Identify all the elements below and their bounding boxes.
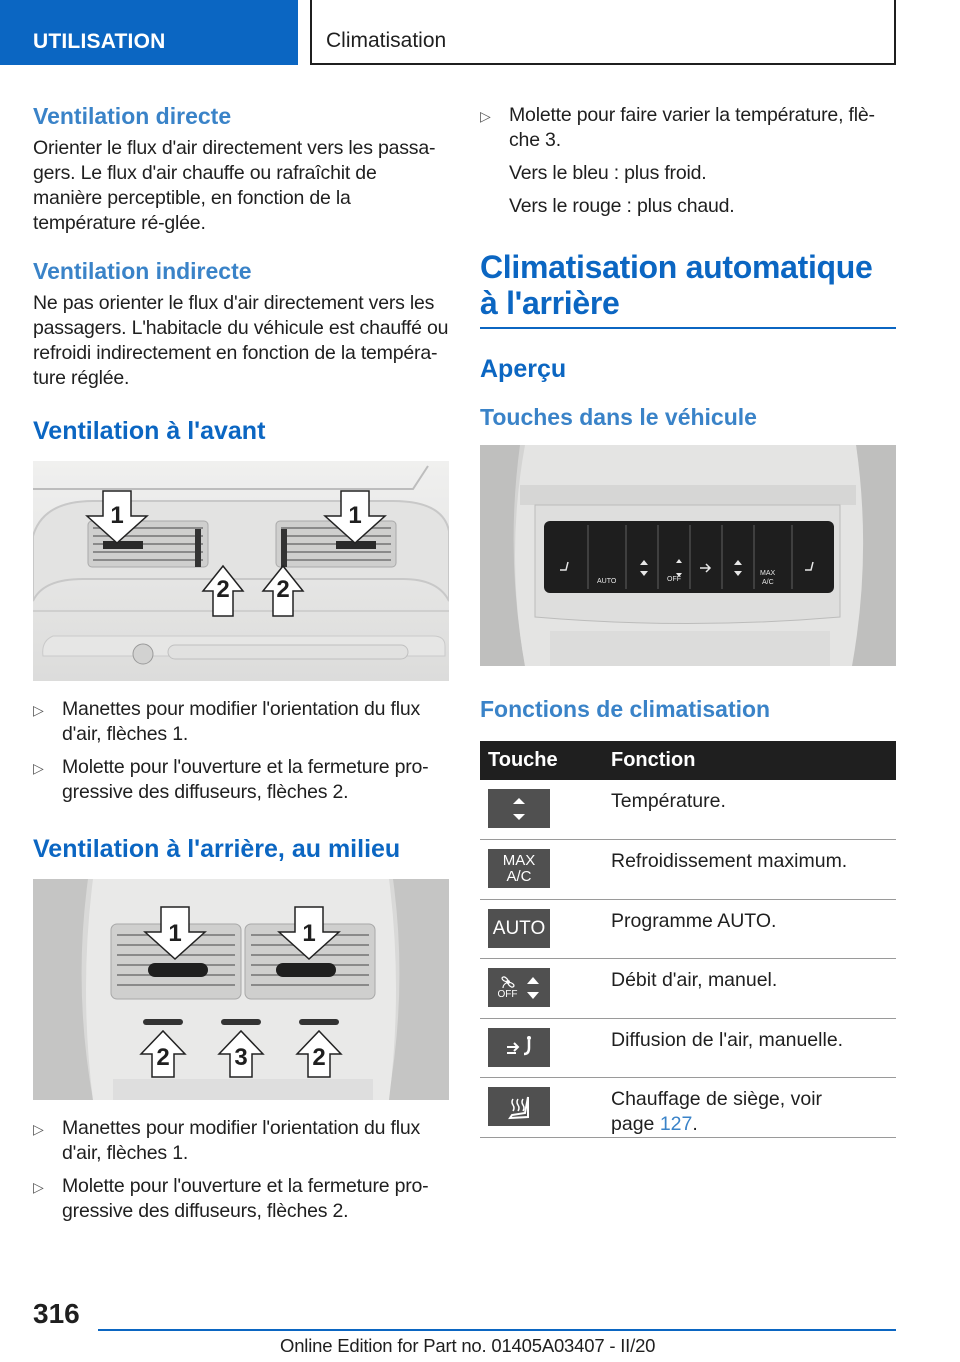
footer-edition: Online Edition for Part no. 01405A03407 - II/20: [280, 1335, 656, 1356]
fan-off-key-text: OFF: [497, 989, 518, 1000]
auto-key-text: AUTO: [492, 917, 546, 939]
front-vents-image: [33, 461, 449, 681]
front-bullets: [33, 697, 449, 805]
heading-ventilation-directe: Ventilation directe: [33, 103, 232, 129]
main-title: Climatisation automatique à l'arrière: [480, 249, 873, 321]
col-header-touche: Touche: [480, 741, 601, 780]
bullet-text: Manettes pour modifier l'orientation du flux d'air, flèches 1.: [62, 1117, 421, 1164]
list-item: [33, 1116, 449, 1166]
page-suffix: .: [692, 1113, 698, 1135]
function-text: Température.: [601, 780, 896, 840]
triangle-bullet-icon: ▷: [33, 702, 44, 718]
left-column: [33, 103, 449, 1224]
section-tab: [0, 0, 298, 65]
rear-vents-image: [33, 879, 449, 1100]
panel-off-label: OFF: [667, 576, 681, 583]
rear-bullets: [33, 1116, 449, 1224]
footer-rule: [98, 1329, 896, 1331]
right-column: [480, 103, 896, 1138]
front-label-1b: 1: [348, 502, 362, 529]
bullet-text: Manettes pour modifier l'orientation du flux d'air, flèches 1.: [62, 698, 421, 745]
fan-off-icon: [488, 968, 550, 1007]
table-row: [480, 959, 896, 1019]
function-text: Débit d'air, manuel.: [601, 959, 896, 1019]
table-row: [480, 899, 896, 959]
functions-table: [480, 741, 896, 1138]
rear-label-2b: 2: [312, 1044, 326, 1071]
rear-label-1a: 1: [168, 920, 182, 947]
rear-label-2a: 2: [156, 1044, 170, 1071]
table-header-row: [480, 741, 896, 780]
text-blue: Vers le bleu : plus froid.: [509, 162, 707, 184]
table-row: [480, 1078, 896, 1138]
air-distribution-icon: [488, 1028, 550, 1067]
heading-touches: Touches dans le véhicule: [480, 404, 757, 430]
auto-icon: [488, 909, 550, 948]
heading-apercu: Aperçu: [480, 355, 567, 383]
text-red: Vers le rouge : plus chaud.: [509, 195, 735, 217]
bullet-text: Molette pour l'ouverture et la fermeture pro-gressive des diffuseurs, flèches 2.: [62, 1175, 429, 1222]
control-panel-image: [480, 445, 896, 666]
front-label-2a: 2: [216, 576, 230, 603]
max-ac-key-max: MAX: [502, 851, 536, 869]
front-label-1a: 1: [110, 502, 124, 529]
function-text: Diffusion de l'air, manuelle.: [601, 1018, 896, 1078]
heading-ventilation-indirecte: Ventilation indirecte: [33, 258, 252, 284]
chapter-label: Climatisation: [326, 29, 447, 52]
triangle-bullet-icon: ▷: [33, 760, 44, 776]
table-row: [480, 1018, 896, 1078]
title-rule: [480, 327, 896, 329]
function-text: Programme AUTO.: [601, 899, 896, 959]
front-label-2b: 2: [276, 576, 290, 603]
page-number: 316: [33, 1298, 80, 1329]
text-ventilation-directe: Orienter le flux d'air directement vers les passa-gers. Le flux d'air chauffe ou rafraîchit de manière perceptible, en fonction de la température ré-glée.: [33, 137, 436, 234]
max-ac-icon: [488, 849, 550, 888]
function-text: Refroidissement maximum.: [601, 840, 896, 900]
col-header-fonction: Fonction: [601, 741, 896, 780]
panel-auto-label: AUTO: [597, 578, 617, 585]
page-link[interactable]: 127: [659, 1113, 693, 1135]
seat-heating-icon: [488, 1087, 550, 1126]
page-prefix: page: [611, 1113, 655, 1135]
table-row: [480, 780, 896, 840]
panel-ac-label: A/C: [762, 579, 774, 586]
triangle-bullet-icon: ▷: [33, 1121, 44, 1137]
panel-max-label: MAX: [760, 570, 776, 577]
section-label: UTILISATION: [33, 30, 166, 53]
list-item: [480, 103, 896, 153]
heading-ventilation-avant: Ventilation à l'avant: [33, 417, 266, 445]
text-ventilation-indirecte: Ne pas orienter le flux d'air directement vers les passagers. L'habitacle du véhicule est chauffé ou refroidi indirectement en fonction de la tempéra-ture réglée.: [33, 292, 449, 389]
chapter-tab: [310, 0, 896, 65]
triangle-bullet-icon: ▷: [480, 108, 491, 124]
seat-heating-text: Chauffage de siège, voir: [611, 1088, 823, 1110]
max-ac-key-ac: A/C: [506, 867, 532, 885]
heading-fonctions: Fonctions de climatisation: [480, 696, 771, 722]
bullet-text: Molette pour l'ouverture et la fermeture pro-gressive des diffuseurs, flèches 2.: [62, 756, 429, 803]
table-row: [480, 840, 896, 900]
rear-label-3: 3: [234, 1044, 248, 1071]
rear-label-1b: 1: [302, 920, 316, 947]
bullet-text: Molette pour faire varier la température, flè-che 3.: [509, 104, 875, 151]
list-item: [33, 755, 449, 805]
heading-ventilation-arriere: Ventilation à l'arrière, au milieu: [33, 835, 401, 863]
function-text: [601, 1078, 896, 1138]
temperature-arrows-icon: [488, 789, 550, 828]
triangle-bullet-icon: ▷: [33, 1179, 44, 1195]
list-item: [33, 697, 449, 747]
list-item: [33, 1174, 449, 1224]
